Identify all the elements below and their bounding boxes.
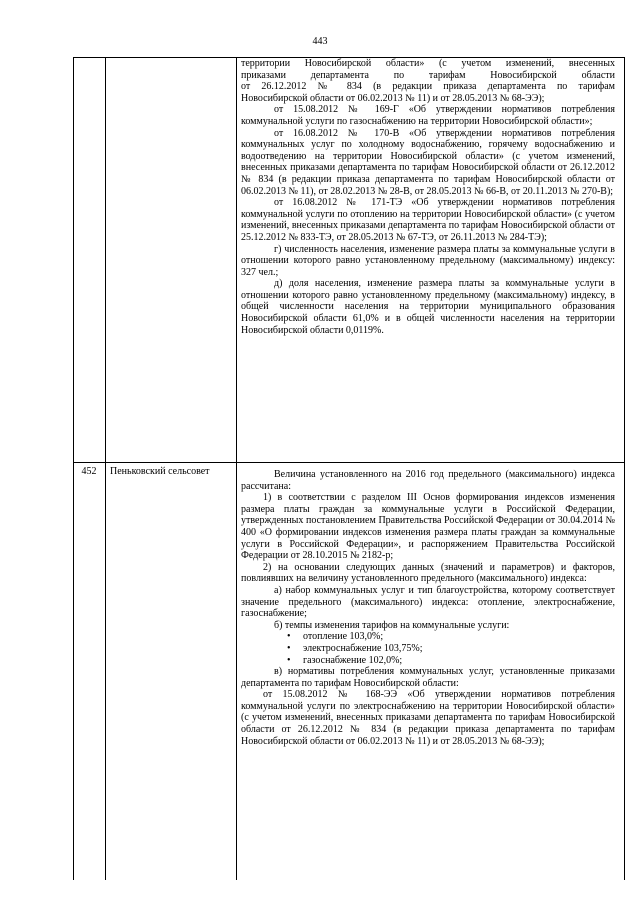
order-170-paragraph: от 16.08.2012 № 170-В «Об утверждении нормативов потребления коммунальных услуг по холодному водоснабжению, горячему водоснабжению и водоотведению на территории Новосибирской области» (с учетом изменений, внесенных приказами департамента по тарифам Новосибирской области от 26.12.2012 № 834 (в редакции приказа департамента по тарифам Новосибирской области от 06.02.2013 № 11), от 28.02.2013 № 28-В, от 28.05.2013 № 66-В, от 20.11.2013 № 270-В); [241,127,615,197]
text-line: Новосибирской области от 06.02.2013 № 11) и от 28.05.2013 № 68-ЭЭ); [241,92,545,104]
item-v-paragraph: в) нормативы потребления коммунальных услуг, установленные приказами департамента по тарифам Новосибирской области: [241,666,615,689]
text-line: территории Новосибирской области» (с учетом изменений, внесенных [241,58,615,69]
page-number: 443 [312,36,328,47]
tariff-rates-list [241,631,615,666]
continuation-block [241,58,615,336]
order-171-paragraph: от 16.08.2012 № 171-ТЭ «Об утверждении нормативов потребления коммунальной услуги по отоплению на территории Новосибирской области» (с учетом изменений, внесенных приказами департамента по тарифам Новосибирской области от 25.12.2012 № 833-ТЭ, от 28.05.2013 № 67-ТЭ, от 26.11.2013 № 284-ТЭ); [241,197,615,243]
population-count-paragraph: г) численность населения, изменение размера платы за коммунальные услуги в отношении которого равно установленному предельному (максимальному) индексу: 327 чел.; [241,243,615,278]
table-border-right [624,57,625,880]
list-item: • электроснабжение 103,75%; [287,642,423,654]
order-169-paragraph: от 15.08.2012 № 169-Г «Об утверждении нормативов потребления коммунальной услуги по газоснабжению на территории Новосибирской области»; [241,104,615,127]
bullet-icon: • [287,654,291,666]
municipality-name: Пеньковский сельсовет [110,466,210,477]
column-divider-2 [236,57,237,880]
row-number: 452 [81,466,97,477]
item-1-paragraph: 1) в соответствии с разделом III Основ формирования индексов изменения размера платы граждан за коммунальные услуги в Российской Федерации, утвержденных постановлением Правительства Российской Федерации от 30.04.2014 № 400 «О формировании индексов изменения размера платы граждан за коммунальные услуги в Российской Федерации», и распоряжением Правительства Российской Федерации от 28.10.2015 № 2182-р; [241,492,615,562]
table-border-left [73,57,74,880]
population-share-paragraph: д) доля населения, изменение размера платы за коммунальные услуги в отношении которого равно установленному предельному (максимальному) индексу, в общей численности населения на территории муниципального образования Новосибирской области 61,0% и в общей численности населения на территории Новосибирской области 0,0119%. [241,278,615,336]
item-2-paragraph: 2) на основании следующих данных (значений и параметров) и факторов, повлиявших на величину установленного предельного (максимального) индекса: [241,561,615,585]
list-item: • газоснабжение 102,0%; [287,654,403,666]
item-a-paragraph: а) набор коммунальных услуг и тип благоустройства, которому соответствует значение предельного (максимального) индекса: отопление, электроснабжение, газоснабжение; [241,584,615,620]
list-item: • отопление 103,0%; [287,631,384,643]
intro-paragraph: Величина установленного на 2016 год предельного (максимального) индекса рассчитана: [241,469,615,492]
row-452-content [241,469,615,747]
bullet-icon: • [287,642,291,654]
column-divider-1 [105,57,106,880]
item-b-paragraph: б) темпы изменения тарифов на коммунальные услуги: [274,619,510,631]
row-divider [73,462,625,463]
order-168-paragraph: от 15.08.2012 № 168-ЭЭ «Об утверждении нормативов потребления коммунальной услуги по электроснабжению на территории Новосибирской области» (с учетом изменений, внесенных приказами департамента по тарифам Новосибирской области от 26.12.2012 № 834 (в редакции приказа департамента по тарифам Новосибирской области от 06.02.2013 № 11) и от 28.05.2013 № 68-ЭЭ); [241,689,615,747]
text-line: приказами департамента по тарифам Новосибирской области [241,69,615,81]
bullet-icon: • [287,631,291,643]
text-line: от 26.12.2012 № 834 (в редакции приказа департамента по тарифам [241,81,615,93]
